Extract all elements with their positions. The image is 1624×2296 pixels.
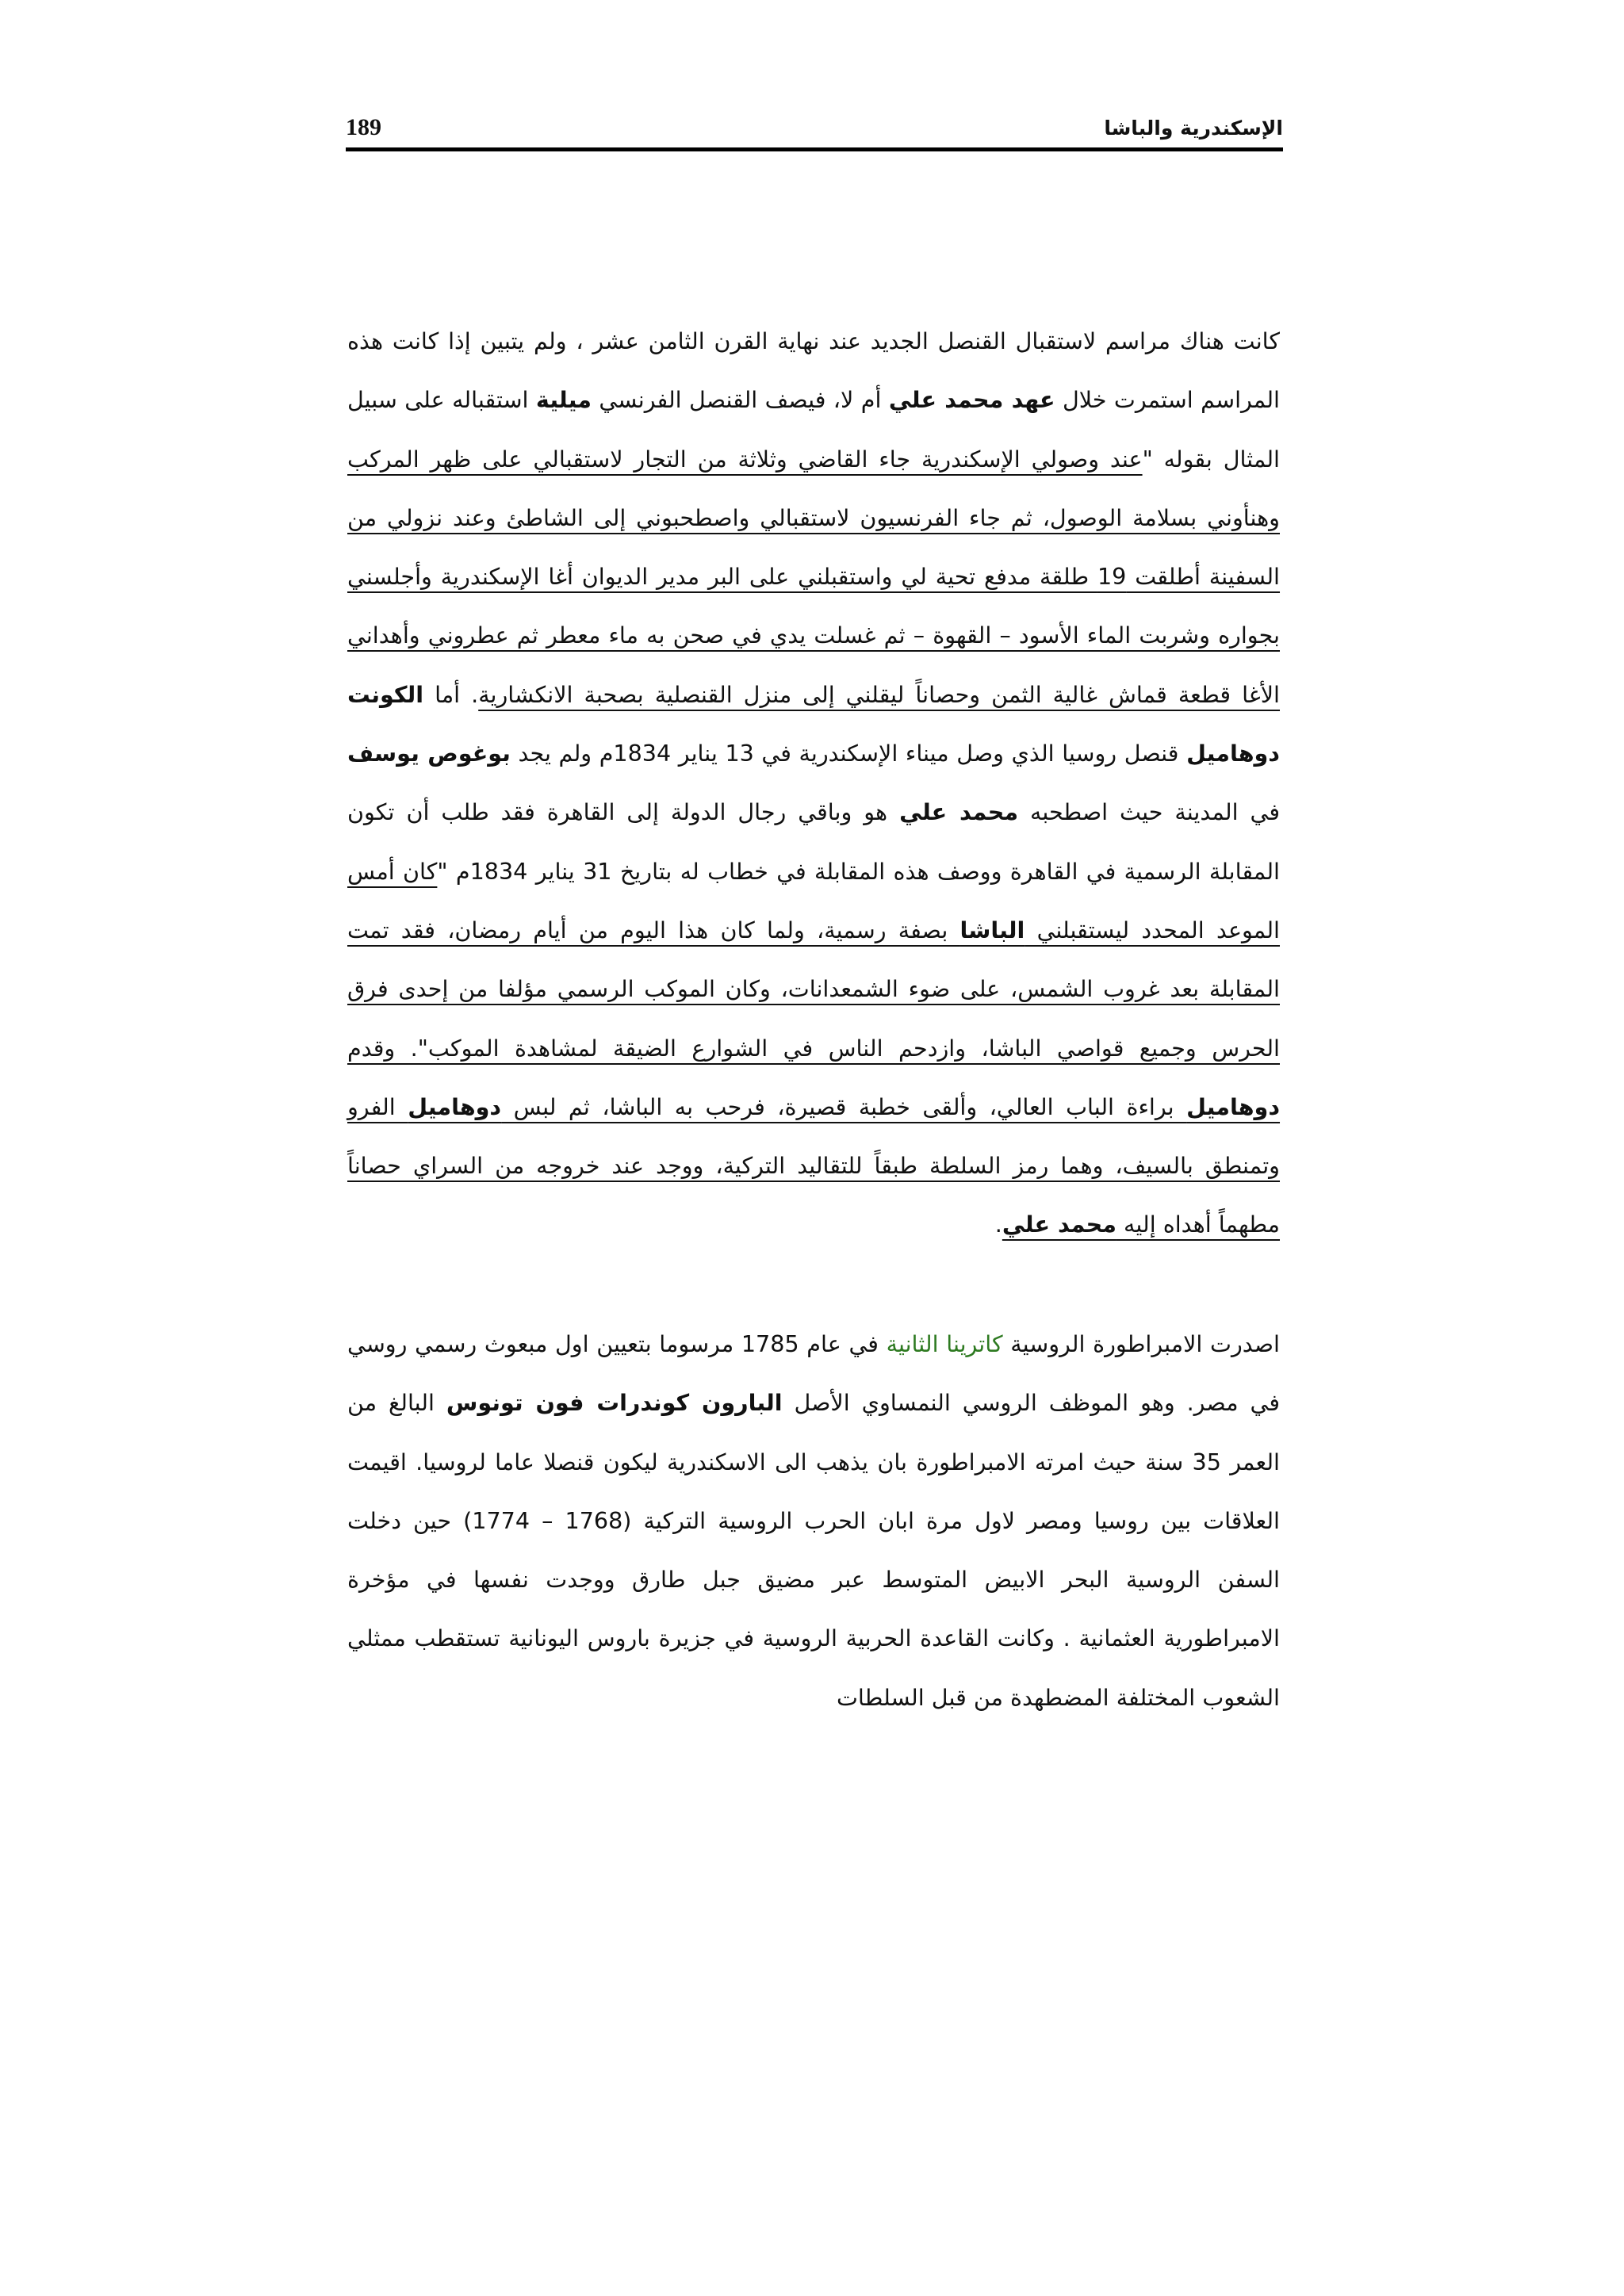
text-run: قنصل روسيا الذي وصل ميناء الإسكندرية في 13 يناير 1834م ولم يجد — [510, 740, 1187, 767]
text-run: اصدرت الامبراطورة الروسية — [1002, 1330, 1280, 1357]
body-paragraph-consul-reception — [347, 312, 1280, 1254]
text-run: محمد علي — [1002, 1211, 1116, 1238]
text-run: البارون كوندرات فون تونوس — [446, 1389, 783, 1417]
text-run: الباشا — [959, 916, 1025, 943]
text-run: هو وباقي رجال الدولة إلى القاهرة فقد طلب أن تكون المقابلة الرسمية في القاهرة ووصف هذه المقابلة في خطاب له بتاريخ 31 يناير 1834م " — [347, 798, 1280, 885]
text-run: في عام 1785 مرسوما بتعيين اول مبعوث رسمي روسي في مصر. وهو الموظف الروسي النمساوي الأصل — [347, 1330, 1280, 1417]
text-run: براءة الباب العالي، وألقى خطبة قصيرة، فرحب به الباشا، ثم لبس — [501, 1093, 1187, 1120]
text-run: البالغ من العمر 35 سنة حيث امرته الامبراطورة بان يذهب الى الاسكندرية ليكون قنصلا عاما لروسيا. اقيمت العلاقات بين روسيا ومصر لاول مرة ابان الحرب الروسية التركية (1768 – 1774) حين دخلت السفن الروسية البحر الابيض المتوسط عبر مضيق جبل طارق ووجدت نفسها في مؤخرة الامبراطورية العثمانية . وكانت القاعدة الحربية الروسية في جزيرة باروس اليونانية تستقطب ممثلي الشعوب المختلفة المضطهدة من قبل السلطات — [347, 1389, 1280, 1711]
text-run: كان أمس الموعد المحدد ليستقبلني — [347, 857, 1280, 943]
text-run: كاترينا الثانية — [886, 1330, 1003, 1357]
text-run: محمد علي — [899, 798, 1019, 826]
page-header — [346, 101, 1283, 151]
body-paragraph-russian-envoy — [347, 1314, 1280, 1727]
page-number: 189 — [346, 114, 381, 140]
text-run: دوهاميل — [1186, 1093, 1281, 1120]
running-title: الإسكندرية والباشا — [1104, 117, 1283, 140]
text-run: ميلية — [535, 386, 592, 414]
text-run: . — [994, 1211, 1002, 1238]
text-run: كانت هناك مراسم لاستقبال القنصل الجديد عند نهاية القرن الثامن عشر ، ولم يتبين إذا كانت هذه المراسم استمرت خلال — [347, 327, 1280, 414]
text-run: . أما — [423, 680, 479, 708]
text-run: الكونت دوهاميل — [347, 680, 1280, 767]
text-run: دوهاميل — [408, 1093, 502, 1120]
text-run: أم لا، فيصف القنصل الفرنسي — [591, 386, 889, 414]
text-run: عند وصولي الإسكندرية جاء القاضي وثلاثة من التجار لاستقبالي على ظهر المركب وهنأوني بسلامة الوصول، ثم جاء الفرنسيون لاستقبالي واصطحبوني إلى الشاطئ وعند نزولي من السفينة أطلقت 19 طلقة مدفع تحية لي واستقبلني على البر مدير الديوان أغا الإسكندرية وأجلسني بجواره وشربت الماء الأسود – القهوة – ثم غسلت يدي في صحن به ماء معطر ثم عطروني وأهداني الأغا قطعة قماش غالية الثمن وحصاناً ليقلني إلى منزل القنصلية بصحبة الانكشارية — [347, 445, 1281, 708]
text-run: استقباله على سبيل المثال بقوله " — [347, 386, 1281, 473]
text-run: عهد محمد علي — [888, 386, 1055, 414]
text-run: بصفة رسمية، ولما كان هذا اليوم من أيام رمضان، فقد تمت المقابلة بعد غروب الشمس، على ضوء الشمعدانات، وكان الموكب الرسمي مؤلفا من إحدى فرق الحرس وجميع قواصي الباشا، وازدحم الناس في الشوارع الضيقة لمشاهدة الموكب". وقدم — [347, 916, 1280, 1062]
text-run: في المدينة حيث اصطحبه — [1018, 798, 1280, 826]
text-run: الفرو وتمنطق بالسيف، وهما رمز السلطة طبقاً للتقاليد التركية، ووجد عند خروجه من السراي حصاناً مطهماً أهداه إليه — [347, 1093, 1280, 1238]
text-run: بوغوص يوسف — [347, 740, 511, 767]
